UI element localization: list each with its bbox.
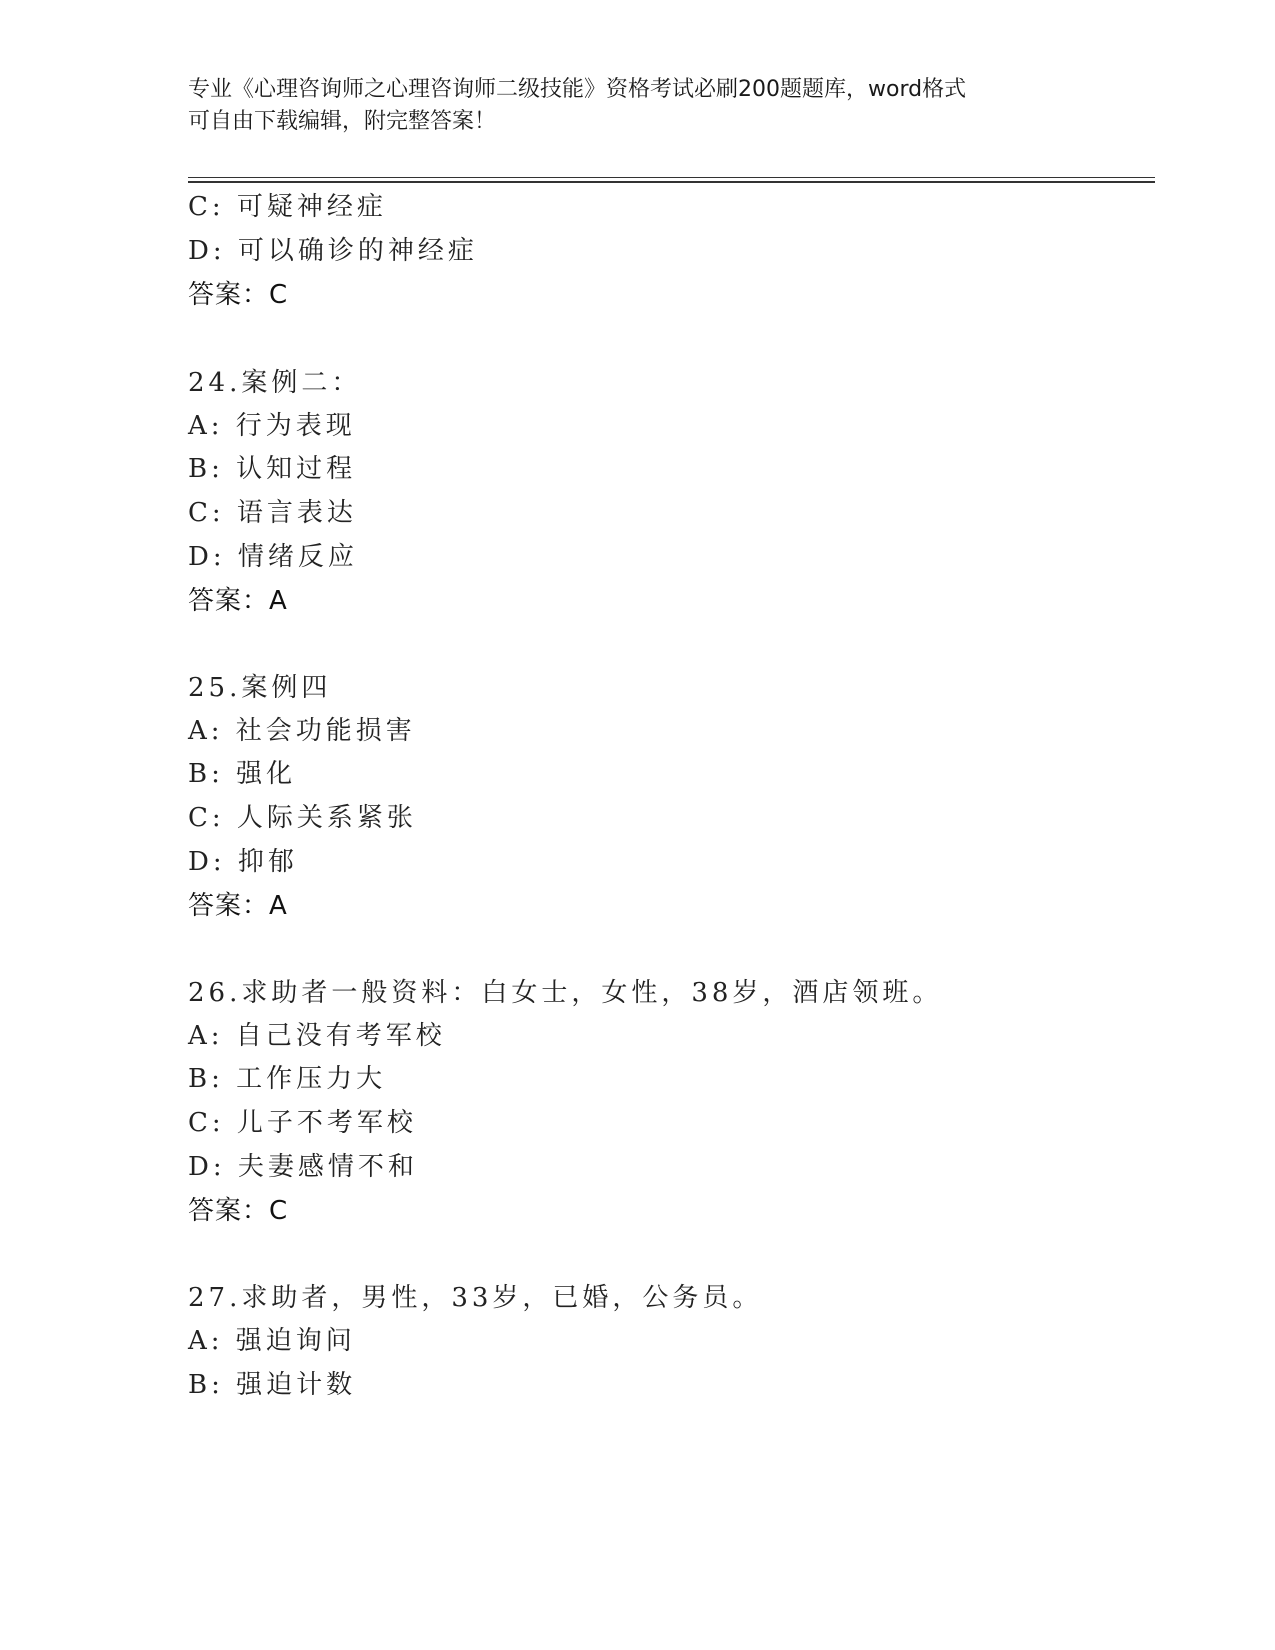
option-c: C: 儿子不考军校	[188, 1108, 417, 1138]
option-d: D: 情绪反应	[188, 542, 358, 572]
option-b: B: 强化	[188, 759, 297, 789]
answer: 答案：C	[188, 280, 289, 310]
question-title: 27.求助者，男性，33岁，已婚，公务员。	[188, 1283, 763, 1313]
option-b: B: 工作压力大	[188, 1064, 387, 1094]
header-line-2: 可自由下载编辑，附完整答案！	[188, 109, 497, 134]
answer: 答案：C	[188, 1196, 289, 1226]
option-a: A: 强迫询问	[188, 1326, 356, 1356]
option-a: A: 行为表现	[188, 411, 356, 441]
option-c: C: 语言表达	[188, 498, 357, 528]
option-d: D: 可以确诊的神经症	[188, 236, 478, 266]
question-title: 26.求助者一般资料：白女士，女性，38岁，酒店领班。	[188, 978, 943, 1008]
option-b: B: 认知过程	[188, 454, 357, 484]
header-divider-thin	[188, 177, 1155, 178]
header-divider-thick	[188, 181, 1155, 183]
question-title: 24.案例二：	[188, 368, 362, 398]
option-c: C: 可疑神经症	[188, 192, 387, 222]
header-line-1: 专业《心理咨询师之心理咨询师二级技能》资格考试必刷200题题库，word格式	[188, 77, 967, 102]
option-d: D: 抑郁	[188, 847, 298, 877]
option-a: A: 社会功能损害	[188, 716, 416, 746]
answer: 答案：A	[188, 586, 288, 616]
question-title: 25.案例四	[188, 673, 332, 703]
option-a: A: 自己没有考军校	[188, 1021, 446, 1051]
option-b: B: 强迫计数	[188, 1370, 357, 1400]
option-d: D: 夫妻感情不和	[188, 1152, 418, 1182]
answer: 答案：A	[188, 891, 288, 921]
option-c: C: 人际关系紧张	[188, 803, 417, 833]
document-header	[188, 74, 1088, 138]
